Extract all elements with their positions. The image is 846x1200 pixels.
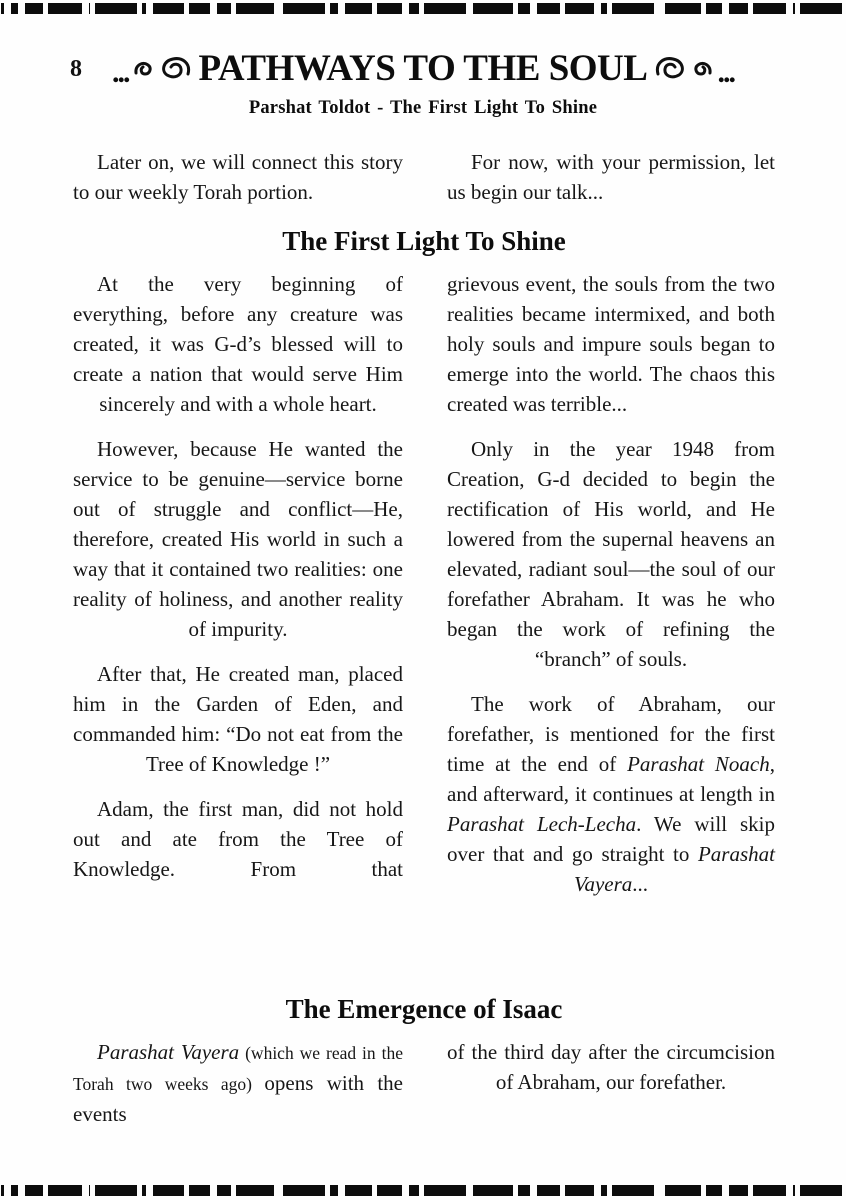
italic-parashat-noach: Parashat Noach xyxy=(627,752,770,776)
book-title: PATHWAYS TO THE SOUL xyxy=(198,48,648,89)
small-parenthetical: (which we read in the Torah two weeks ago) xyxy=(73,1043,403,1094)
paragraph-grievous-event: grievous event, the souls from the two realities became intermixed, and both holy souls and impure souls began to emerge into the world. The chaos this created was terrible... xyxy=(447,272,775,416)
text-run: . We will skip over that and go straight to xyxy=(447,812,775,866)
italic-parashat-vayera: Parashat Vayera xyxy=(573,842,775,896)
bottom-columns-row xyxy=(73,1037,775,1144)
page-content xyxy=(0,147,846,1144)
intro-right-paragraph: For now, with your permission, let us begin our talk... xyxy=(447,150,775,204)
scan-edge-bottom xyxy=(0,1185,846,1196)
chapter-subtitle: Parshat Toldot - The First Light To Shine xyxy=(248,98,598,118)
paragraph-parashat-vayera-opens xyxy=(73,1037,403,1129)
paragraph-garden-of-eden: After that, He created man, placed him in the Garden of Eden, and commanded him: “Do not eat from the Tree of Knowledge !” xyxy=(73,662,403,776)
text-run: , and afterward, it continues at length in xyxy=(447,752,775,806)
paragraph-two-realities: However, because He wanted the service to be genuine—service borne out of struggle and conflict—He, therefore, created His world in such a way that it contained two realities: one reality of holiness, and another reality of impurity. xyxy=(73,437,403,641)
paragraph-beginning: At the very beginning of everything, before any creature was created, it was G-d’s blessed will to create a nation that would serve Him sincerely and with a whole heart. xyxy=(73,272,403,416)
italic-parashat-lech-lecha: Parashat Lech-Lecha xyxy=(447,812,637,836)
flourish-right-icon xyxy=(655,55,713,83)
text-run: The work of Abraham, our forefather, is mentioned for the first time at the end of xyxy=(447,692,775,776)
text-run: opens with the events xyxy=(73,1071,403,1126)
intro-left-paragraph: Later on, we will connect this story to our weekly Torah portion. xyxy=(73,150,403,204)
paragraph-third-day: of the third day after the circumcision of Abraham, our forefather. xyxy=(447,1040,775,1094)
page-number: 8 xyxy=(70,56,82,82)
paragraph-year-1948: Only in the year 1948 from Creation, G-d decided to begin the rectification of His world, and He lowered from the supernal heavens an elevated, radiant soul—the soul of our forefather Abraham. It was he who began the work of refining the “branch” of souls. xyxy=(447,437,775,671)
section-heading-first-light: The First Light To Shine xyxy=(282,226,566,256)
paragraph-work-of-abraham xyxy=(447,689,775,899)
text-run: ... xyxy=(632,872,649,896)
left-column xyxy=(73,269,403,884)
title-row xyxy=(0,49,846,89)
title-dots-left: ... xyxy=(112,56,129,89)
section-heading-emergence-of-isaac: The Emergence of Isaac xyxy=(285,994,563,1024)
intro-row xyxy=(73,147,775,227)
flourish-left-icon xyxy=(133,55,191,83)
title-dots-right: ... xyxy=(717,56,734,89)
italic-parashat-vayera: Parashat Vayera xyxy=(97,1040,240,1064)
right-column xyxy=(447,269,775,899)
paragraph-adam: Adam, the first man, did not hold out and ate from the Tree of Knowledge. From that xyxy=(73,797,403,881)
page-header xyxy=(0,0,846,119)
main-columns-row xyxy=(73,269,775,975)
